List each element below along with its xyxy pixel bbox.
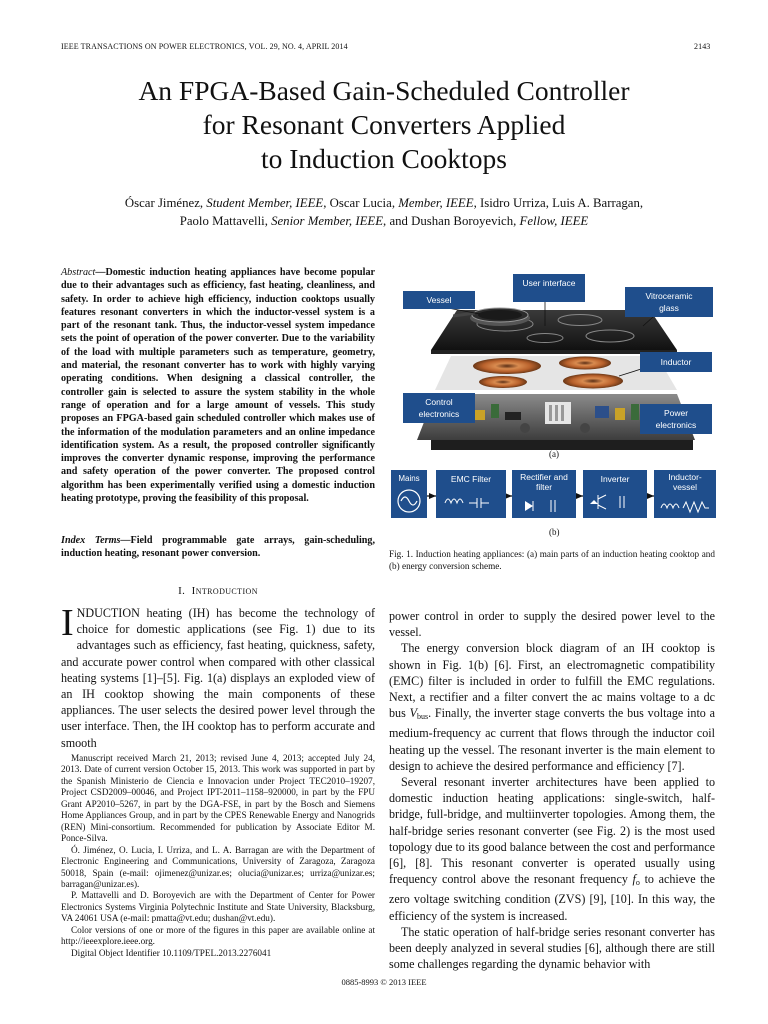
label-vessel: Vessel	[403, 291, 475, 309]
figure-caption: Fig. 1. Induction heating appliances: (a) main parts of an induction heating cooktop and (b) energy conversion scheme.	[389, 549, 715, 571]
paragraph: The static operation of half-bridge series resonant converter has been deeply analyzed in several studies [6], although there are still some challenges regarding the dynamic behavior with	[389, 924, 715, 972]
block-inverter-label: Inverter	[600, 474, 630, 484]
label-user-interface: User interface	[513, 274, 585, 302]
block-mains	[391, 470, 427, 518]
block-mains-label: Mains	[398, 474, 420, 483]
title-line: to Induction Cooktops	[261, 143, 507, 174]
block-inverter	[583, 470, 647, 518]
footnote-doi: Digital Object Identifier 10.1109/TPEL.2013.2276041	[71, 947, 272, 958]
paper-title	[0, 74, 768, 176]
subfigure-b-label: (b)	[549, 527, 560, 537]
paragraph: The energy conversion block diagram of an IH cooktop is shown in Fig. 1(b) [6]. First, an electromagnetic compatibility (EMC) filter is included in order to fulfill the EMC regulations. Next, a rectifier and a filter convert the ac mains voltage to a dc bus $V_{bus}$. Finally, the inverter stage converts the bus voltage into a medium-frequency ac current that flows through the inductor coil heating up the vessel. The resonant inverter is the main element to design to achieve the desired performance and efficiency [7].	[389, 641, 715, 773]
author-role: Fellow, IEEE	[519, 214, 589, 228]
abstract-label: Abstract	[61, 267, 96, 278]
section-heading	[61, 585, 375, 597]
page-number: 2143	[694, 42, 711, 51]
running-header: IEEE TRANSACTIONS ON POWER ELECTRONICS, VOL. 29, NO. 4, APRIL 2014	[61, 42, 348, 51]
block-rectifier	[512, 470, 576, 518]
block-rectifier-label: Rectifier and filter	[520, 472, 568, 492]
label-vitroceramic-glass: Vitroceramic glass	[625, 287, 713, 317]
copyright-footer: 0885-8993 © 2013 IEEE	[341, 977, 427, 987]
section-number: I.	[178, 585, 186, 597]
subfigure-a-label: (a)	[549, 449, 559, 459]
footnote-manuscript: Manuscript received March 21, 2013; revised June 4, 2013; accepted July 24, 2013. Date of current version October 15, 2013. This work was supported in part by the Spanish Ministerio de Ciencia e Innovacion under Project TEC2010–19207, Project CSD2009–00046, and Project IPT-2011–1158–920000, in part by the FPU Grant AP2010–5267, in part by the DGA-FSE, in part by the Bosch and Siemens Home Appliances Group, and in part by the CPES Renewable Energy and Nanogrids (REN) Mini-consortium. Recommended for publication by Associate Editor M. Ponce-Silva.	[61, 753, 375, 844]
intro-paragraph	[61, 602, 375, 751]
author-name: Paolo Mattavelli	[179, 214, 265, 228]
index-terms-label: Index Terms	[61, 535, 121, 546]
author-name: and Dushan Boroyevich	[389, 214, 514, 228]
section-title: Introduction	[191, 585, 258, 597]
author-role: Member, IEEE	[398, 196, 474, 210]
footnotes	[61, 753, 375, 959]
ac-source-icon	[396, 488, 422, 514]
index-terms-text: Field programmable gate arrays, gain-scheduling, induction heating, resonant power conversion.	[61, 535, 375, 560]
filter-icon	[443, 492, 499, 514]
abstract: Abstract—Domestic induction heating appliances have become popular due to their advantages such as efficiency, fast heating, cleanliness, and safety. In order to achieve high efficiency, induction cooktops usually features resonant converters in which the inductor-vessel system is a part of the resonant tank. Thus, the inductor-vessel system impedance sets the point of operation of the power converter. Due to the variability of the load with multiple parameters such as temperature, geometry, and material, the resonant converter has to work with highly varying operating conditions. When designing a classical controller, the controller gain is selected to assure the system stability in the whole range of operation and for a large amount of vessels. This study proposes an FPGA-based gain scheduled controller which makes use of the information of the modulation parameters and an online impedance identification system. As a result, the proposed controller significantly improves the converter dynamic response, improving the performance and safety operation of the power converter. The proposed control algorithm has been experimentally verified using a domestic induction heating prototype, proving the feasibility of this proposal.	[61, 267, 375, 505]
label-control-electronics: Control electronics	[403, 393, 475, 423]
footnote-zaragoza: Ó. Jiménez, O. Lucia, I. Urriza, and L. A. Barragan are with the Department of Electronic Engineering and Communications, University of Zaragoza, Zaragoza 50018, Spain (e-mail: ojimenez@unizar.es; olucia@unizar.es; urriza@unizar.es; barragan@unizar.es).	[61, 844, 375, 889]
footnote-color: Color versions of one or more of the figures in this paper are available online at http://ieeexplore.ieee.org.	[61, 924, 375, 947]
block-inductor-vessel	[654, 470, 716, 518]
block-emc-label: EMC Filter	[450, 474, 492, 484]
author-list: Óscar Jiménez, Student Member, IEEE, Oscar Lucia, Member, IEEE, Isidro Urriza, Luis A. Barragan, Paolo Mattavelli, Senior Member, IEEE, and Dushan Boroyevich, Fellow, IEEE	[124, 196, 644, 228]
author-name: Isidro Urriza, Luis A. Barragan,	[479, 196, 644, 210]
rectifier-icon	[519, 497, 569, 515]
author-role: Student Member, IEEE	[206, 196, 324, 210]
abstract-text: Domestic induction heating appliances have become popular due to their advantages such as efficiency, fast heating, cleanliness, and safety. In order to achieve high efficiency, induction cooktops usually features resonant converters in which the inductor-vessel system is a part of the resonant tank. Thus, the inductor-vessel system impedance sets the point of operation of the power converter. Due to the variability of the load with multiple parameters such as temperature, geometry, and material, the resonant converter has to work with highly varying operating conditions. When designing a classical controller, the controller gain is selected to assure the system stability in the whole range of operation and for a large amount of vessels. This study proposes an FPGA-based gain scheduled controller which makes use of the information of the modulation parameters and an online impedance identification system. As a result, the proposed controller significantly improves the converter dynamic response, improving the performance and safety operation of the power converter. The proposed control algorithm has been experimentally verified using a domestic induction heating prototype, proving the feasibility of this proposal.	[61, 267, 375, 505]
intro-text: NDUCTION heating (IH) has become the technology of choice for domestic applications (see Fig. 1) due to its advantages such as efficiency, fast heating, quickness, safety, and accurate power control when compared with other classical heating systems [1]–[5]. Fig. 1(a) displays an exploded view of an IH cooktop showing the main components of these appliances. The user selects the desired power level through the user interface. Then, the IH cooktop has to perform accurate and smooth	[61, 606, 375, 750]
block-inductor-vessel-label: Inductor-vessel	[668, 472, 702, 492]
author-role: Senior Member, IEEE	[271, 214, 384, 228]
drop-cap: I	[61, 602, 74, 644]
label-inductor: Inductor	[640, 352, 712, 372]
index-terms: Index Terms—Field programmable gate arrays, gain-scheduling, induction heating, resonant power conversion.	[61, 535, 375, 560]
paragraph: Several resonant inverter architectures have been applied to domestic induction heating applications: single-switch, half-bridge, full-bridge, and multiinverter topologies. Among them, the half-bridge series resonant converter (see Fig. 2) is the most used topology due to its good balance between the cost and performance [6], [8]. This resonant converter is operated usually using frequency control above the resonant frequency $f_o$ to achieve the zero voltage switching condition (ZVS) [9], [10]. In this way, the efficiency of the system is increased.	[389, 775, 715, 923]
author-name: Oscar Lucia	[329, 196, 392, 210]
right-column-text	[389, 608, 715, 972]
inductor-resistor-icon	[659, 498, 711, 514]
title-line: An FPGA-Based Gain-Scheduled Controller	[138, 75, 630, 106]
author-name: Óscar Jiménez	[124, 196, 200, 210]
inverter-icon	[590, 492, 640, 512]
block-emc-filter	[436, 470, 506, 518]
footnote-virginia: P. Mattavelli and D. Boroyevich are with the Department of Center for Power Electronics Systems Virginia Polytechnic Institute and State University, Blacksburg, VA 24061 USA (e-mail: pmatta@vt.edu; dushan@vt.edu).	[61, 890, 375, 924]
paragraph: power control in order to supply the desired power level to the vessel.	[389, 609, 715, 640]
label-power-electronics: Power electronics	[640, 404, 712, 434]
title-line: for Resonant Converters Applied	[202, 109, 566, 140]
